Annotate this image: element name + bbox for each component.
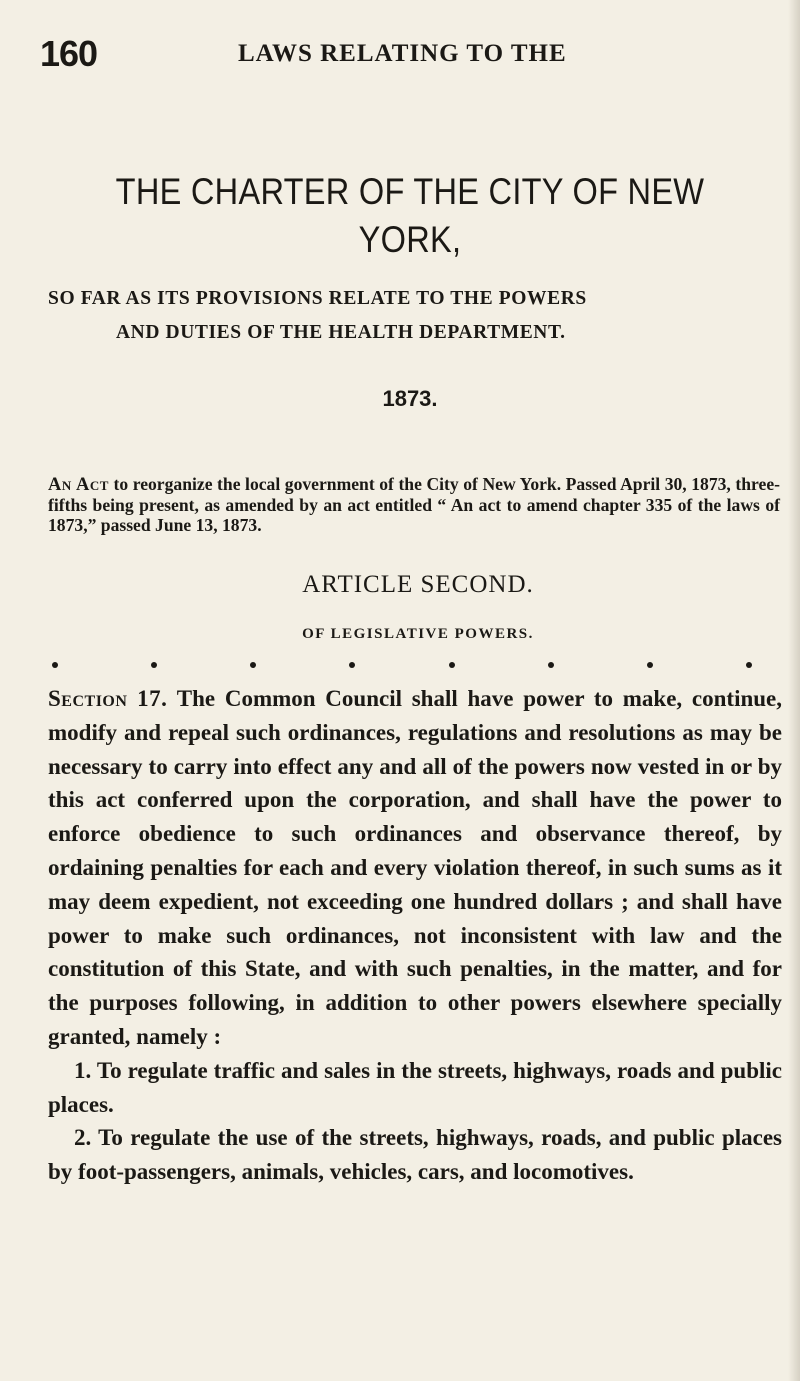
act-paragraph — [48, 474, 780, 535]
page-edge-shadow — [788, 0, 800, 1381]
omission-dot — [647, 662, 653, 668]
act-preamble — [48, 474, 780, 535]
charter-year: 1873. — [382, 386, 438, 411]
section-item-1: 1. To regulate traffic and sales in the streets, highways, roads and public places. — [48, 1057, 782, 1117]
charter-subtitle-line-2: AND DUTIES OF THE HEALTH DEPARTMENT. — [116, 322, 566, 343]
act-text: to reorganize the local government of the City of New York. Passed April 30, 1873, three-fifths being present, as amended by an act entitled “ An act to amend chapter 335 of the laws of 1873,” passed June 13, 1873. — [48, 474, 780, 535]
section-item-2: 2. To regulate the use of the streets, highways, roads, and public places by foot-passengers, animals, vehicles, cars, and locomotives. — [48, 1125, 782, 1185]
omission-dot — [52, 662, 58, 668]
section-label: Section — [48, 686, 128, 711]
omission-dot — [449, 662, 455, 668]
charter-subtitle — [48, 282, 772, 350]
running-title: LAWS RELATING TO THE — [238, 40, 567, 67]
charter-title: THE CHARTER OF THE CITY OF NEW YORK, — [115, 171, 705, 260]
section-text: The Common Council shall have power to make, continue, modify and repeal such ordinances, regulations and resolutions as may be necessary to carry into effect any and all of the powers now vested in or by this act conferred upon the corporation, and shall have the power to enforce obedience to such ordinances and observance thereof, by ordaining penalties for each and every violation thereof, in such sums as it may deem expedient, not exceeding one hundred dollars ; and shall have power to make such ordinances, not inconsistent with law and the constitution of this State, and with such penalties, in the matter, and for the purposes following, in addition to other powers elsewhere specially granted, namely : — [48, 686, 783, 1049]
omission-dot — [250, 662, 256, 668]
article-heading: ARTICLE SECOND. — [302, 571, 534, 598]
section-17-paragraph — [48, 682, 782, 1054]
article-subheading: OF LEGISLATIVE POWERS. — [302, 626, 534, 642]
omission-dot — [151, 662, 157, 668]
omission-dots — [52, 654, 752, 674]
omission-dot — [746, 662, 752, 668]
act-lead-in: An Act — [48, 475, 109, 495]
charter-subtitle-line-1: SO FAR AS ITS PROVISIONS RELATE TO THE POWERS — [48, 288, 587, 309]
omission-dot — [548, 662, 554, 668]
page-number: 160 — [40, 33, 98, 74]
section-number: 17. — [137, 686, 168, 711]
omission-dot — [349, 662, 355, 668]
section-17 — [48, 682, 782, 1189]
running-header — [40, 34, 780, 74]
